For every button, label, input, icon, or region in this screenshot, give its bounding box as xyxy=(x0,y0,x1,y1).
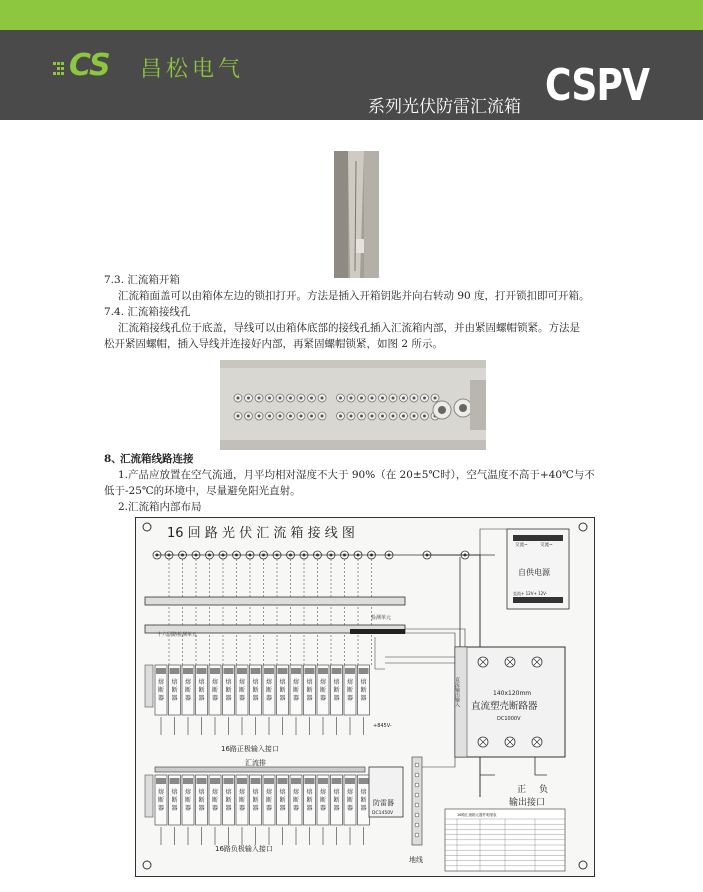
fuse-label: 断 xyxy=(293,687,300,694)
fuse-label: 器 xyxy=(306,805,313,812)
fuse-label: 熔 xyxy=(333,679,340,686)
output-label: 输出接口 xyxy=(509,798,546,808)
section-7-4-body-line2: 松开紧固螺帽，插入导线并连接好内部，再紧固螺帽锁紧，如图 2 所示。 xyxy=(104,338,443,350)
breaker-side-label: 直流输出输入 xyxy=(454,677,460,707)
fuse-label: 熔 xyxy=(279,789,286,796)
output-neg: 负 xyxy=(539,785,549,795)
fuse-label: 断 xyxy=(279,797,286,804)
fuse-label: 熔 xyxy=(171,789,178,796)
fuse-label: 熔 xyxy=(198,679,205,686)
fuse-label: 断 xyxy=(347,797,354,804)
fuse-label: 熔 xyxy=(279,679,286,686)
fuse-label: 熔 xyxy=(185,679,192,686)
fuse-label: 熔 xyxy=(360,679,367,686)
fuse-label: 器 xyxy=(347,805,354,812)
components-table-title: 16路汇流箱元器件明细表 xyxy=(457,813,497,817)
fuse-label: 熔 xyxy=(252,679,259,686)
fuse-label: 熔 xyxy=(198,789,205,796)
fuse-label: 熔 xyxy=(266,679,273,686)
spd-label: 防雷器 xyxy=(373,799,394,807)
cable-gland-photo xyxy=(220,360,486,450)
section-7-3-heading: 7.3. 汇流箱开箱 xyxy=(104,274,180,286)
company-logo xyxy=(55,48,285,98)
fuse-label: 熔 xyxy=(225,679,232,686)
fuse-label: 断 xyxy=(171,797,178,804)
fuse-label: 断 xyxy=(360,797,367,804)
fuse-label: 器 xyxy=(171,695,178,702)
fuse-label: 器 xyxy=(293,805,300,812)
fuse-label: 断 xyxy=(198,797,205,804)
fuse-label: 器 xyxy=(347,695,354,702)
fuse-label: 器 xyxy=(212,695,219,702)
fuse-label: 熔 xyxy=(333,789,340,796)
section-8-number: 8、 xyxy=(104,453,122,465)
fuse-label: 熔 xyxy=(347,679,354,686)
fuse-label: 断 xyxy=(306,687,313,694)
fuse-label: 断 xyxy=(158,797,165,804)
fuse-label: 熔 xyxy=(293,789,300,796)
fuse-label: 断 xyxy=(158,687,165,694)
fuse-label: 熔 xyxy=(239,789,246,796)
fuse-label: 熔 xyxy=(185,789,192,796)
section-7-3-body: 汇流箱面盖可以由箱体左边的锁扣打开。方法是插入开箱钥匙并向右转动 90 度，打开锁扣即可开箱。 xyxy=(118,290,590,302)
detect-unit-label: 检测单元 xyxy=(371,615,392,621)
fuse-label: 器 xyxy=(225,695,232,702)
box-open-photo xyxy=(334,151,379,278)
fuse-label: 断 xyxy=(306,797,313,804)
fuse-label: 断 xyxy=(360,687,367,694)
power-in-left: 交流~ xyxy=(515,543,528,548)
wiring-diagram xyxy=(135,517,595,877)
section-8-p1-line1: 1.产品应放置在空气流通，月平均相对湿度不大于 90%（在 20±5℃时），空气温度不高于+40℃与不 xyxy=(118,469,595,481)
fuse-label: 断 xyxy=(185,797,192,804)
fuse-label: 器 xyxy=(266,805,273,812)
fuse-label: 器 xyxy=(306,695,313,702)
fuse-label: 器 xyxy=(252,695,259,702)
output-pos: 正 xyxy=(517,785,527,795)
breaker-name: 直流塑壳断路器 xyxy=(471,701,538,712)
section-7-4-body-line1: 汇流箱接线孔位于底盖，导线可以由箱体底部的接线孔插入汇流箱内部，并由紧固螺帽锁紧。方法是 xyxy=(118,322,580,334)
fuse-label: 器 xyxy=(198,695,205,702)
fuse-label: 器 xyxy=(320,805,327,812)
breaker-size: 140x120mm xyxy=(493,690,532,697)
fuse-label: 器 xyxy=(198,805,205,812)
fuse-label: 熔 xyxy=(252,789,259,796)
fuse-label: 断 xyxy=(279,687,286,694)
fuse-label: 器 xyxy=(360,695,367,702)
fuse-label: 熔 xyxy=(266,789,273,796)
fuse-label: 断 xyxy=(333,797,340,804)
busbar-label: 汇流排 xyxy=(245,759,266,767)
fuse-label: 断 xyxy=(185,687,192,694)
fuse-label: 熔 xyxy=(171,679,178,686)
fuse-label: 断 xyxy=(266,687,273,694)
fuse-label: 断 xyxy=(239,687,246,694)
fuse-label: 熔 xyxy=(239,679,246,686)
fuse-label: 熔 xyxy=(212,789,219,796)
fuse-label: 器 xyxy=(266,695,273,702)
detect-board-label: 十六回路检测单元 xyxy=(157,632,198,638)
fuse-label: 断 xyxy=(320,687,327,694)
fuse-label: 器 xyxy=(333,805,340,812)
top-accent-bar xyxy=(0,0,703,30)
section-7-4-heading: 7.4. 汇流箱接线孔 xyxy=(104,306,191,318)
fuse-label: 断 xyxy=(239,797,246,804)
power-label: 自供电源 xyxy=(518,568,550,577)
fuse-label: 断 xyxy=(347,687,354,694)
fuse-label: 熔 xyxy=(347,789,354,796)
fuse-label: 断 xyxy=(225,687,232,694)
fuse-label: 断 xyxy=(212,797,219,804)
fuse-label: 熔 xyxy=(158,679,165,686)
voltage-label: +845V- xyxy=(373,723,392,729)
fuse-label: 器 xyxy=(279,805,286,812)
fuse-label: 熔 xyxy=(360,789,367,796)
fuse-label: 熔 xyxy=(225,789,232,796)
section-8-heading: 汇流箱线路连接 xyxy=(120,453,194,465)
fuse-label: 器 xyxy=(185,805,192,812)
fuse-label: 断 xyxy=(212,687,219,694)
series-title: 系列光伏防雷汇流箱 xyxy=(368,97,521,117)
fuse-label: 器 xyxy=(239,805,246,812)
fuse-label: 器 xyxy=(171,805,178,812)
fuse-label: 熔 xyxy=(212,679,219,686)
fuse-label: 熔 xyxy=(320,789,327,796)
company-name: 昌松电气 xyxy=(140,57,245,82)
fuse-label: 器 xyxy=(279,695,286,702)
power-in-right: 交流~ xyxy=(540,543,553,548)
power-out: 直流+ 12V+ 12V- xyxy=(513,591,548,596)
section-8-p1-line2: 低于-25℃的环境中，尽量避免阳光直射。 xyxy=(104,485,301,497)
input-pos-label: 16路正极输入接口 xyxy=(221,745,279,753)
fuse-label: 断 xyxy=(171,687,178,694)
fuse-label: 器 xyxy=(320,695,327,702)
ground-label: 地线 xyxy=(409,856,423,864)
spd-voltage: DC1450V xyxy=(372,811,394,816)
model-title: CSPV xyxy=(545,60,650,111)
fuse-label: 器 xyxy=(158,805,165,812)
fuse-label: 器 xyxy=(293,695,300,702)
fuse-label: 断 xyxy=(293,797,300,804)
fuse-label: 器 xyxy=(212,805,219,812)
fuse-label: 器 xyxy=(239,695,246,702)
logo-mark: CS xyxy=(69,48,110,83)
fuse-label: 断 xyxy=(225,797,232,804)
fuse-label: 器 xyxy=(360,805,367,812)
fuse-label: 器 xyxy=(158,695,165,702)
fuse-label: 熔 xyxy=(320,679,327,686)
fuse-label: 熔 xyxy=(293,679,300,686)
fuse-label: 断 xyxy=(252,687,259,694)
fuse-label: 器 xyxy=(252,805,259,812)
fuse-label: 器 xyxy=(225,805,232,812)
fuse-label: 熔 xyxy=(158,789,165,796)
breaker-voltage: DC1000V xyxy=(497,716,521,722)
fuse-label: 断 xyxy=(333,687,340,694)
input-neg-label: 16路负极输入接口 xyxy=(215,845,273,853)
fuse-label: 熔 xyxy=(306,789,313,796)
fuse-label: 器 xyxy=(333,695,340,702)
fuse-label: 断 xyxy=(252,797,259,804)
fuse-label: 熔 xyxy=(306,679,313,686)
fuse-label: 断 xyxy=(266,797,273,804)
section-8-p2: 2.汇流箱内部布局 xyxy=(118,501,202,513)
fuse-label: 断 xyxy=(198,687,205,694)
fuse-label: 断 xyxy=(320,797,327,804)
diagram-title: 16 回 路 光 伏 汇 流 箱 接 线 图 xyxy=(167,526,355,541)
fuse-label: 器 xyxy=(185,695,192,702)
